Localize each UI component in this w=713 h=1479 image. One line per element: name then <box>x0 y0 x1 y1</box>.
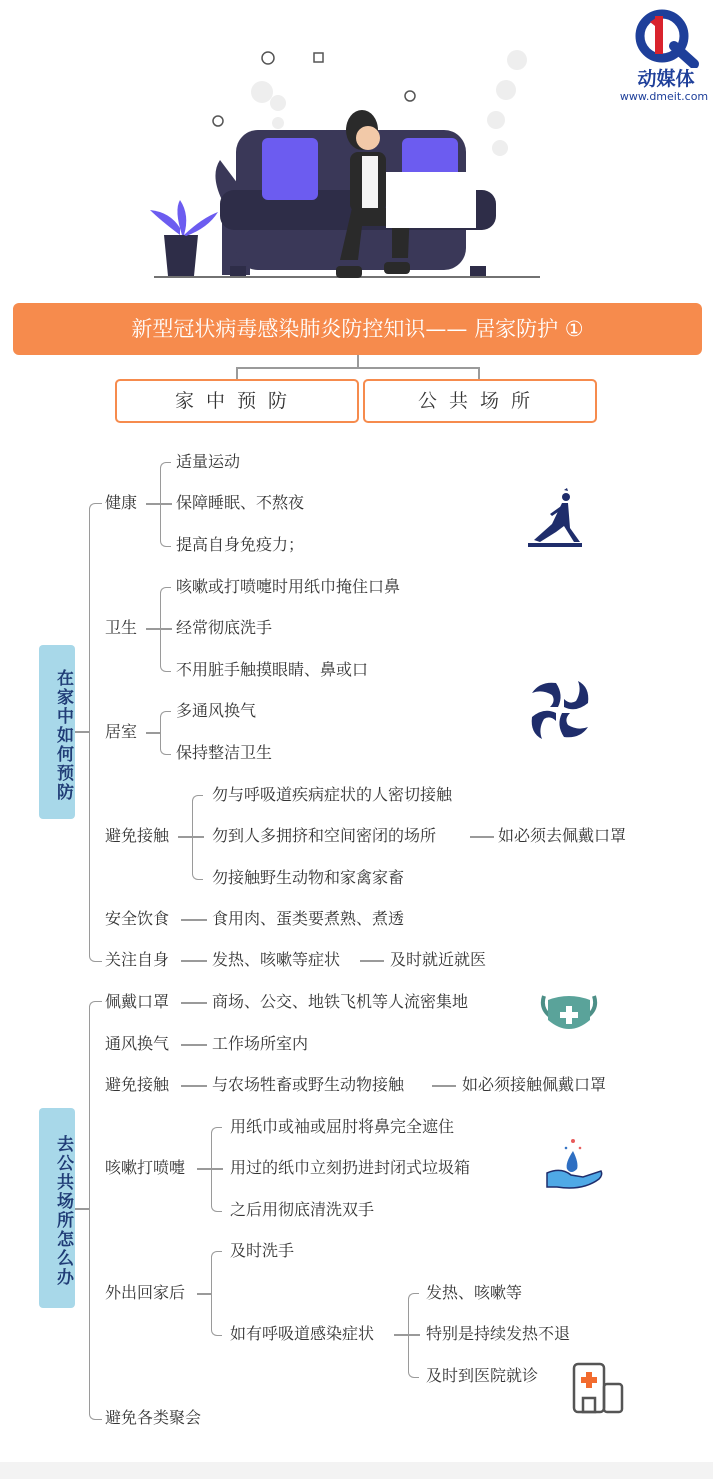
health-item: 适量运动 <box>176 452 241 471</box>
room-label: 居室 <box>105 722 138 741</box>
logo-mark-icon <box>622 6 710 68</box>
public-avoid-label: 避免接触 <box>105 1075 170 1094</box>
hygiene-label: 卫生 <box>105 618 138 637</box>
logo-url: www.dmeit.com <box>619 90 709 103</box>
hygiene-item: 不用脏手触摸眼睛、鼻或口 <box>176 660 369 679</box>
mask-icon <box>540 992 598 1036</box>
health-label: 健康 <box>105 493 138 512</box>
home-section-label: 在家中如何预防 <box>39 645 75 819</box>
avoid-note: 如必须去佩戴口罩 <box>498 826 627 845</box>
hygiene-item: 咳嗽或打喷嚏时用纸巾掩住口鼻 <box>176 577 401 596</box>
public-avoid-item: 与农场牲畜或野生动物接触 <box>212 1075 405 1094</box>
mask-label: 佩戴口罩 <box>105 992 170 1011</box>
symptom-item: 及时到医院就诊 <box>426 1366 539 1385</box>
sofa-illustration <box>140 40 560 295</box>
fan-icon <box>526 677 594 743</box>
yoga-icon <box>526 488 584 548</box>
avoid-item: 勿到人多拥挤和空间密闭的场所 <box>212 826 437 845</box>
vent-label: 通风换气 <box>105 1034 170 1053</box>
self-action: 及时就近就医 <box>390 950 487 969</box>
avoid-item: 勿接触野生动物和家禽家畜 <box>212 868 405 887</box>
cough-item: 之后用彻底清洗双手 <box>230 1200 375 1219</box>
cough-item: 用过的纸巾立刻扔进封闭式垃圾箱 <box>230 1158 471 1177</box>
room-item: 多通风换气 <box>176 701 257 720</box>
logo <box>619 6 710 106</box>
mask-item: 商场、公交、地铁飞机等人流密集地 <box>212 992 469 1011</box>
health-item: 提高自身免疫力； <box>176 535 305 554</box>
public-section-label: 去公共场所怎么办 <box>39 1108 75 1308</box>
room-item: 保持整洁卫生 <box>176 743 273 762</box>
hygiene-item: 经常彻底洗手 <box>176 618 273 637</box>
public-avoid-note: 如必须接触佩戴口罩 <box>462 1075 607 1094</box>
banner-title: 新型冠状病毒感染肺炎防控知识—— 居家防护 ① <box>13 303 702 355</box>
cough-item: 用纸巾或袖或屈肘将鼻完全遮住 <box>230 1117 455 1136</box>
footer-strip <box>0 1462 713 1479</box>
hospital-icon <box>570 1362 626 1416</box>
gather-label: 避免各类聚会 <box>105 1408 202 1427</box>
back-home-label: 外出回家后 <box>105 1283 186 1302</box>
back-home-item: 及时洗手 <box>230 1241 295 1260</box>
symptom-item: 特别是持续发热不退 <box>426 1324 571 1343</box>
tab-public-places[interactable]: 公共场所 <box>363 379 597 423</box>
symptom-item: 发热、咳嗽等 <box>426 1283 523 1302</box>
avoid-item: 勿与呼吸道疾病症状的人密切接触 <box>212 785 453 804</box>
health-item: 保障睡眠、不熬夜 <box>176 493 305 512</box>
cough-label: 咳嗽打喷嚏 <box>105 1158 186 1177</box>
self-item: 发热、咳嗽等症状 <box>212 950 341 969</box>
hand-wash-icon <box>543 1137 605 1193</box>
avoid-label: 避免接触 <box>105 826 170 845</box>
tab-home-prevention[interactable]: 家中预防 <box>115 379 359 423</box>
food-label: 安全饮食 <box>105 909 170 928</box>
logo-name: 动媒体 <box>637 68 695 90</box>
vent-item: 工作场所室内 <box>212 1034 309 1053</box>
food-item: 食用肉、蛋类要煮熟、煮透 <box>212 909 405 928</box>
self-label: 关注自身 <box>105 950 170 969</box>
back-home-item: 如有呼吸道感染症状 <box>230 1324 375 1343</box>
